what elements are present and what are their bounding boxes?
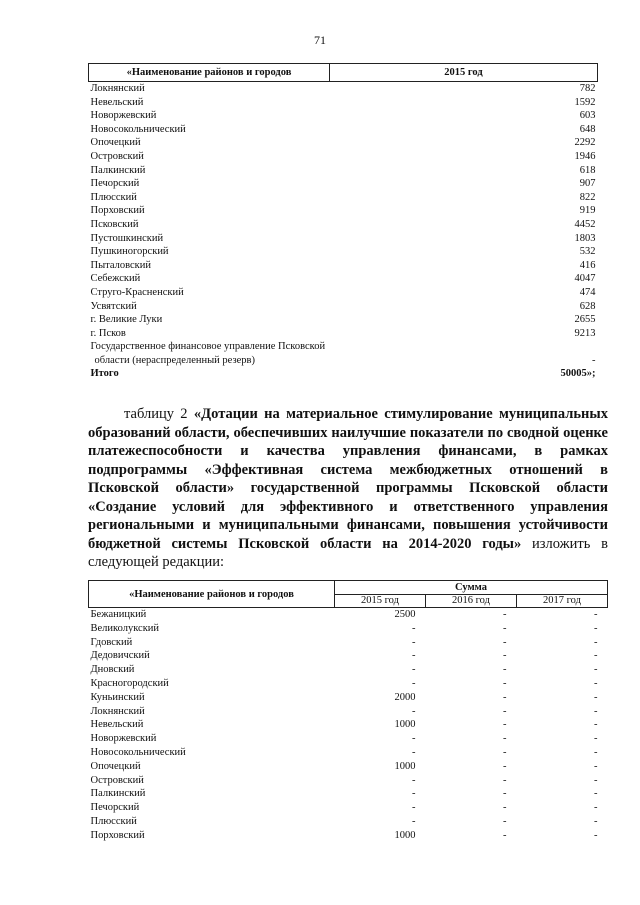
- district-name: Дедовичский: [90, 650, 150, 662]
- district-name: г. Великие Луки: [90, 314, 163, 326]
- district-name: Бежаницкий: [90, 609, 147, 620]
- district-value-2016: -: [503, 719, 507, 731]
- district-value-2015: -: [412, 664, 416, 676]
- district-value: 4047: [574, 273, 596, 285]
- district-value-2016: -: [503, 705, 507, 717]
- table-row: [89, 150, 598, 164]
- district-value-2015: 1000: [394, 719, 416, 731]
- district-value: 416: [579, 259, 596, 271]
- table-row: [89, 164, 598, 178]
- table-row: [89, 109, 598, 123]
- table-row: [89, 136, 598, 150]
- district-name: Порховский: [90, 829, 145, 841]
- table-row: [89, 663, 608, 677]
- table-row: [89, 732, 608, 746]
- district-name: Печорский: [90, 802, 140, 814]
- district-value-2017: -: [594, 677, 598, 689]
- district-name: Островский: [90, 774, 144, 786]
- district-name: Невельский: [90, 96, 144, 108]
- district-value-2015: 2500: [394, 609, 416, 620]
- reserve-label-line2: области (нераспределенный резерв): [94, 354, 255, 366]
- district-value-2016: -: [503, 622, 507, 634]
- column-header-year-2016: 2016 год: [426, 594, 517, 608]
- district-name: Новоржевский: [90, 110, 157, 122]
- column-header-year-2015: 2015 год: [335, 594, 426, 608]
- district-value: 618: [579, 164, 596, 176]
- paragraph-tail: изложить в следующей редакции:: [88, 535, 609, 570]
- district-value-2017: -: [594, 815, 598, 827]
- district-name: Новосокольнический: [90, 123, 186, 135]
- reserve-value: -: [592, 354, 596, 366]
- district-value-2016: -: [503, 802, 507, 814]
- table-row: [89, 177, 598, 191]
- district-value-2017: -: [594, 609, 598, 620]
- table-row: [89, 286, 598, 300]
- table-row: [89, 300, 598, 314]
- district-value-2015: -: [412, 650, 416, 662]
- table-row: [89, 829, 608, 843]
- district-value-2015: -: [412, 802, 416, 814]
- district-value-2017: -: [594, 650, 598, 662]
- district-name: Псковский: [90, 218, 139, 230]
- district-value: 907: [579, 178, 596, 190]
- table-row: [89, 218, 598, 232]
- table-header-row: [89, 64, 598, 82]
- district-name: Плюсский: [90, 815, 137, 827]
- district-value-2015: 2000: [394, 691, 416, 703]
- allocation-table-2015: [88, 63, 598, 381]
- paragraph-lead: таблицу 2: [124, 406, 194, 422]
- district-name: г. Псков: [90, 327, 126, 339]
- district-value-2016: -: [503, 609, 507, 620]
- table-row: [89, 245, 598, 259]
- district-value-2016: -: [503, 815, 507, 827]
- district-value-2015: -: [412, 677, 416, 689]
- district-value: 782: [579, 83, 596, 94]
- district-value-2015: -: [412, 705, 416, 717]
- table-row: [89, 760, 608, 774]
- district-value-2017: -: [594, 636, 598, 648]
- column-header-name: «Наименование районов и городов: [89, 64, 330, 82]
- district-value-2016: -: [503, 664, 507, 676]
- table-row: [89, 705, 608, 719]
- district-value-2017: -: [594, 622, 598, 634]
- district-value: 1803: [574, 232, 596, 244]
- district-value: 628: [579, 300, 596, 312]
- district-name: Палкинский: [90, 164, 146, 176]
- district-value-2015: 1000: [394, 760, 416, 772]
- district-name: Невельский: [90, 719, 144, 731]
- reserve-row: [89, 340, 598, 367]
- table-row: [89, 313, 598, 327]
- table-row: [89, 608, 608, 622]
- table-row: [89, 677, 608, 691]
- district-value-2015: -: [412, 746, 416, 758]
- district-value-2016: -: [503, 677, 507, 689]
- district-value: 822: [579, 191, 596, 203]
- table-body: [89, 608, 608, 843]
- district-name: Опочецкий: [90, 137, 141, 149]
- district-value-2016: -: [503, 636, 507, 648]
- district-value-2017: -: [594, 774, 598, 786]
- district-name: Порховский: [90, 205, 145, 217]
- table-row: [89, 815, 608, 829]
- district-value: 2292: [574, 137, 596, 149]
- district-name: Печорский: [90, 178, 140, 190]
- table-row: [89, 204, 598, 218]
- district-name: Дновский: [90, 664, 135, 676]
- district-name: Гдовский: [90, 636, 133, 648]
- table-row: [89, 327, 598, 341]
- district-name: Усвятский: [90, 300, 137, 312]
- district-name: Пустошкинский: [90, 232, 164, 244]
- district-value: 2655: [574, 314, 596, 326]
- column-header-name: «Наименование районов и городов: [89, 581, 335, 608]
- table-row: [89, 259, 598, 273]
- district-value-2016: -: [503, 788, 507, 800]
- table-header-row: [89, 581, 608, 595]
- district-name: Пыталовский: [90, 259, 151, 271]
- table-row: [89, 787, 608, 801]
- district-value-2015: -: [412, 815, 416, 827]
- district-value-2017: -: [594, 746, 598, 758]
- district-value: 1946: [574, 150, 596, 162]
- district-value-2017: -: [594, 691, 598, 703]
- district-value-2015: 1000: [394, 829, 416, 841]
- table-row: [89, 191, 598, 205]
- district-value: 648: [579, 123, 596, 135]
- district-value-2017: -: [594, 760, 598, 772]
- district-name: Красногородский: [90, 677, 169, 689]
- district-value: 532: [579, 246, 596, 258]
- district-value-2017: -: [594, 829, 598, 841]
- column-header-sum: Сумма: [335, 581, 608, 595]
- district-value-2017: -: [594, 733, 598, 745]
- table-row: [89, 622, 608, 636]
- district-name: Струго-Красненский: [90, 286, 184, 298]
- district-name: Себежский: [90, 273, 141, 285]
- reserve-label: [89, 340, 330, 367]
- table-row: [89, 123, 598, 137]
- district-value-2015: -: [412, 788, 416, 800]
- table-row: [89, 232, 598, 246]
- district-value-2015: -: [412, 636, 416, 648]
- table-row: [89, 649, 608, 663]
- district-value: 603: [579, 110, 596, 122]
- district-value-2017: -: [594, 705, 598, 717]
- total-label: Итого: [90, 368, 119, 380]
- paragraph-table-title: «Дотации на материальное стимулирование муниципальных образований области, обеспечивших наилучшие показатели по сводной оценке платежеспособности и качества управления финансами, в рамках подпрограммы «Эффективная система межбюджетных отношений в Псковской области» государственной программы Псковской области «Создание условий для эффективного и ответственного управления региональными и муниципальными финансами, повышения устойчивости бюджетной системы Псковской области на 2014-2020 годы»: [88, 406, 608, 552]
- district-name: Великолукский: [90, 622, 160, 634]
- reserve-label-line1: Государственное финансовое управление Псковской: [90, 341, 326, 353]
- district-name: Локнянский: [90, 83, 145, 94]
- district-value-2017: -: [594, 788, 598, 800]
- district-name: Островский: [90, 150, 144, 162]
- district-value: 919: [579, 205, 596, 217]
- amendment-paragraph: [88, 405, 608, 572]
- district-name: Локнянский: [90, 705, 145, 717]
- total-row: [89, 367, 598, 381]
- table-row: [89, 774, 608, 788]
- district-value-2015: -: [412, 774, 416, 786]
- column-header-year: 2015 год: [330, 64, 598, 82]
- table-row: [89, 691, 608, 705]
- total-value: 50005»;: [560, 368, 596, 380]
- district-value-2016: -: [503, 650, 507, 662]
- district-value: 9213: [574, 327, 596, 339]
- district-value-2016: -: [503, 774, 507, 786]
- district-value-2016: -: [503, 760, 507, 772]
- column-header-year-2017: 2017 год: [517, 594, 608, 608]
- district-name: Палкинский: [90, 788, 146, 800]
- district-value-2017: -: [594, 719, 598, 731]
- district-value-2016: -: [503, 746, 507, 758]
- district-name: Куньинский: [90, 691, 145, 703]
- page-number: 71: [314, 33, 326, 47]
- table-row: [89, 82, 598, 96]
- table-row: [89, 636, 608, 650]
- district-value: 4452: [574, 218, 596, 230]
- table-body: [89, 82, 598, 341]
- table-row: [89, 746, 608, 760]
- district-value-2016: -: [503, 829, 507, 841]
- table-row: [89, 96, 598, 110]
- table-row: [89, 718, 608, 732]
- district-value-2017: -: [594, 802, 598, 814]
- table-row: [89, 272, 598, 286]
- district-name: Плюсский: [90, 191, 137, 203]
- district-value: 1592: [574, 96, 596, 108]
- district-name: Новоржевский: [90, 733, 157, 745]
- district-value-2015: -: [412, 733, 416, 745]
- district-value-2017: -: [594, 664, 598, 676]
- district-value-2015: -: [412, 622, 416, 634]
- district-value-2016: -: [503, 733, 507, 745]
- district-value-2016: -: [503, 691, 507, 703]
- allocation-table-2015-2017: [88, 580, 608, 843]
- district-value: 474: [579, 286, 596, 298]
- table-row: [89, 801, 608, 815]
- district-name: Новосокольнический: [90, 746, 186, 758]
- district-name: Пушкиногорский: [90, 246, 169, 258]
- district-name: Опочецкий: [90, 760, 141, 772]
